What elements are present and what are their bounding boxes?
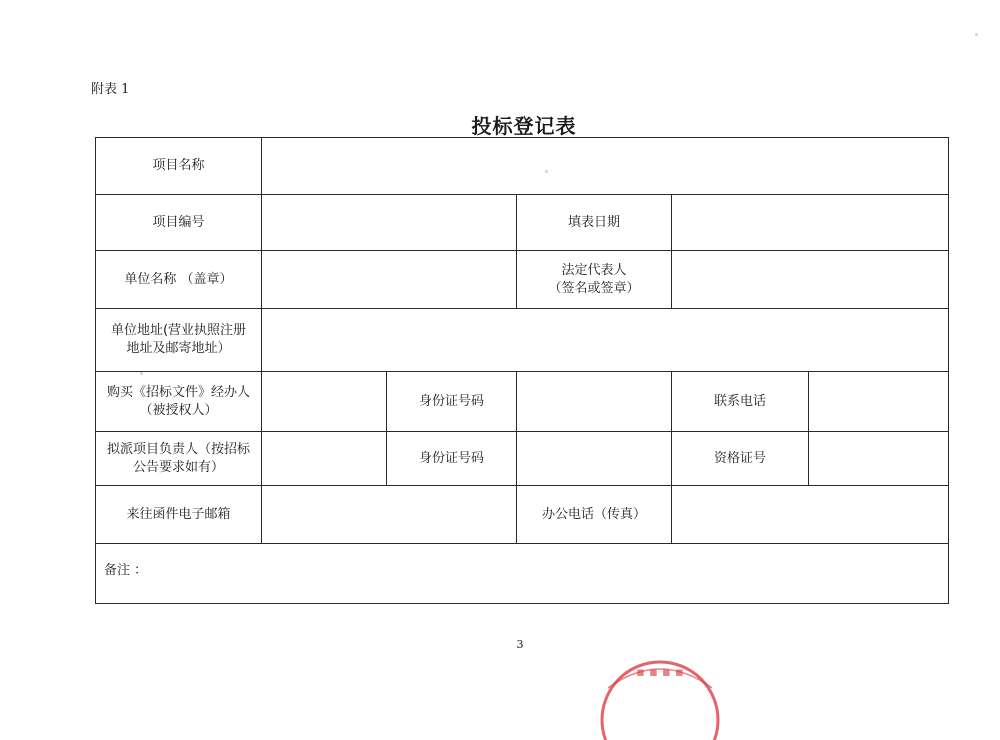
pm-id-label: 身份证号码 bbox=[387, 432, 517, 486]
registration-form bbox=[95, 137, 948, 604]
remarks-field[interactable] bbox=[96, 544, 949, 604]
annex-label: 附表 1 bbox=[91, 82, 130, 97]
email-label: 来往函件电子邮箱 bbox=[96, 486, 262, 544]
legal-rep-label-line1: 法定代表人 bbox=[561, 262, 627, 278]
fill-date-field[interactable] bbox=[672, 195, 949, 251]
legal-rep-label-line2: （签名或签章） bbox=[548, 280, 640, 296]
address-label-line1: 单位地址(营业执照注册 bbox=[110, 323, 247, 338]
pm-field[interactable] bbox=[262, 432, 387, 486]
agent-field[interactable] bbox=[262, 372, 387, 432]
company-name-label: 单位名称 （盖章） bbox=[96, 251, 262, 309]
pm-cert-label: 资格证号 bbox=[672, 432, 809, 486]
agent-phone-field[interactable] bbox=[809, 372, 949, 432]
pm-label bbox=[96, 432, 262, 486]
agent-label-line1: 购买《招标文件》经办人 bbox=[106, 384, 250, 400]
svg-text:▪ ▪ ▪ ▪: ▪ ▪ ▪ ▪ bbox=[636, 665, 684, 680]
agent-id-field[interactable] bbox=[517, 372, 672, 432]
email-field[interactable] bbox=[262, 486, 517, 544]
pm-cert-field[interactable] bbox=[809, 432, 949, 486]
scan-speck bbox=[545, 170, 548, 173]
project-no-label: 项目编号 bbox=[96, 195, 262, 251]
pm-label-line2: 公告要求如有） bbox=[132, 459, 224, 475]
pm-id-field[interactable] bbox=[517, 432, 672, 486]
project-name-label: 项目名称 bbox=[96, 138, 262, 195]
form-title: 投标登记表 bbox=[471, 114, 577, 138]
address-label bbox=[96, 309, 262, 372]
address-field[interactable] bbox=[262, 309, 949, 372]
page-number: 3 bbox=[516, 638, 524, 651]
scan-speck bbox=[975, 33, 978, 36]
legal-rep-field[interactable] bbox=[672, 251, 949, 309]
agent-label-line2: （被授权人） bbox=[139, 402, 218, 418]
pm-label-line1: 拟派项目负责人（按招标 bbox=[106, 441, 250, 457]
official-seal-stamp bbox=[590, 640, 730, 740]
remarks-label: 备注 ： bbox=[104, 563, 148, 578]
fill-date-label: 填表日期 bbox=[517, 195, 672, 251]
agent-phone-label: 联系电话 bbox=[672, 372, 809, 432]
project-name-field[interactable] bbox=[262, 138, 949, 195]
project-no-field[interactable] bbox=[262, 195, 517, 251]
office-phone-field[interactable] bbox=[672, 486, 949, 544]
agent-id-label: 身份证号码 bbox=[387, 372, 517, 432]
scan-speck bbox=[140, 372, 143, 375]
address-label-line2: 地址及邮寄地址） bbox=[126, 341, 231, 356]
legal-rep-label bbox=[517, 251, 672, 309]
agent-label bbox=[96, 372, 262, 432]
office-phone-label: 办公电话（传真） bbox=[517, 486, 672, 544]
company-name-field[interactable] bbox=[262, 251, 517, 309]
